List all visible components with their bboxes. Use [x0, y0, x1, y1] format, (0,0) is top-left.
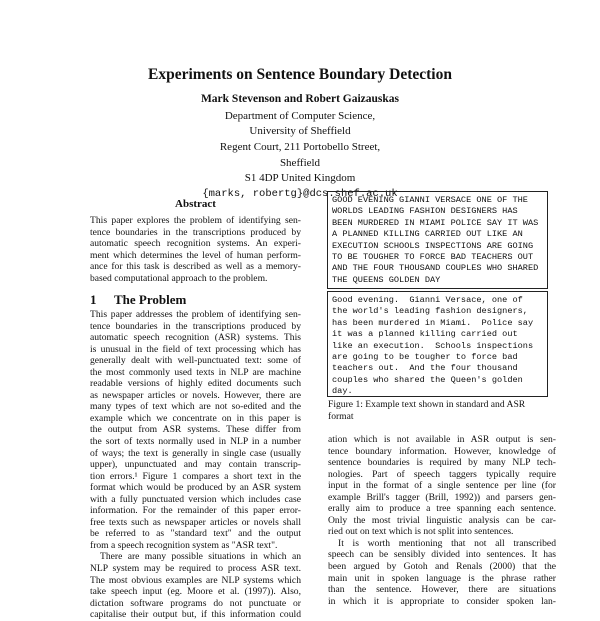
text-line: tion errors.¹ Figure 1 compares a short text in the: [90, 470, 301, 482]
text-line: the most commonly used texts in NLP are machine: [90, 366, 301, 378]
figure-text-line: the world's leading fashion designers,: [332, 306, 528, 317]
figure-text-line: A PLANNED KILLING CARRIED OUT LIKE AN: [332, 229, 523, 240]
text-line: be referred to as "standard text" and the output: [90, 528, 301, 540]
section-heading: [90, 292, 186, 308]
abstract-heading: Abstract: [175, 198, 216, 210]
text-line: in which it is appropriate to consider spoken lan-: [328, 595, 556, 607]
text-line: sentence boundaries is required by many NLP tech-: [328, 457, 556, 469]
text-line: erally aim to produce a tree spanning each sentence.: [328, 503, 556, 515]
figure-text-line: TO BE TOUGHER TO FORCE BAD TEACHERS OUT: [332, 252, 534, 263]
text-line: free texts such as newspaper articles or novels shall: [90, 516, 301, 528]
text-line: ment which determines the level of human perform-: [90, 249, 301, 261]
text-line: example Brill's tagger (Brill, 1992)) and parsers gen-: [328, 491, 556, 503]
text-line: as newspaper articles or novels. However, there are: [90, 389, 301, 401]
figure-text-line: teachers out. And the four thousand: [332, 363, 518, 374]
text-line: from a speech recognition system as "ASR text".: [90, 539, 278, 551]
text-line: tence boundary information. However, knowledge of: [328, 445, 556, 457]
authors: Mark Stevenson and Robert Gaizauskas: [200, 93, 400, 105]
text-line: dictation software programs do not punctuate or: [90, 597, 301, 609]
text-line: It is worth mentioning that not all transcribed: [338, 537, 556, 549]
section-number: 1: [90, 292, 97, 307]
affiliation-line: Sheffield: [279, 157, 321, 169]
text-line: automatic speech recognition systems. An experi-: [90, 238, 301, 250]
text-line: many types of text which are not so-edited and the: [90, 401, 301, 413]
figure-caption: [328, 399, 556, 423]
text-line: generally dealt with well-punctuated text: some of: [90, 355, 301, 367]
text-line: The most obvious examples are NLP systems which: [90, 574, 301, 586]
text-line: ation which is not available in ASR output is sen-: [328, 434, 556, 445]
text-line: with a fully punctuated version which includes case: [90, 493, 301, 505]
text-line: tence boundaries in the transcriptions produced by: [90, 320, 301, 332]
section-body: [90, 309, 301, 621]
text-line: automatic speech recognition (ASR) systems. This: [90, 332, 301, 344]
figure-text-line: has been murdered in Miami. Police say: [332, 317, 534, 328]
text-line: There are many possible situations in which an: [100, 551, 301, 563]
right-column-body: [328, 434, 556, 607]
figure-text-line: GOOD EVENING GIANNI VERSACE ONE OF THE: [332, 195, 528, 205]
figure-text-line: Good evening. Gianni Versace, one of: [332, 295, 523, 305]
text-line: ance for this task is described as well as a memory-: [90, 261, 301, 273]
figure-asr-text-box: [327, 191, 548, 289]
figure-text-line: WORLDS LEADING FASHION DESIGNERS HAS: [332, 206, 518, 217]
figure-text-line: day.: [332, 386, 353, 397]
figure-text-line: like an execution. Schools inspections: [332, 340, 534, 351]
text-line: of ways; the text is generally in single case (usually: [90, 447, 301, 459]
figure-text-line: it was a planned killing carried out: [332, 329, 518, 340]
text-line: upper), unpunctuated and may contain transcrip-: [90, 459, 301, 471]
text-line: This paper addresses the problem of identifying sen-: [90, 309, 301, 320]
affiliation-line: University of Sheffield: [249, 125, 351, 137]
text-line: capitalise their output but, if this information could: [90, 609, 301, 621]
text-line: Only the most trivial linguistic analysis can be car-: [328, 514, 556, 526]
text-line: readable versions of highly edited documents such: [90, 378, 301, 390]
text-line: the sort of texts normally used in NLP in a number: [90, 436, 301, 448]
text-line: example which we concentrate on in this paper is: [90, 412, 301, 424]
figure-text-line: BEEN MURDERED IN MIAMI POLICE SAY IT WAS: [332, 217, 539, 228]
text-line: main unit in spoken language is the phrase rather: [328, 572, 556, 584]
text-line: format which would be produced by an ASR system: [90, 482, 301, 494]
text-line: input in the format of a single sentence per line (for: [328, 480, 556, 492]
figure-text-line: are going to be tougher to force bad: [332, 352, 518, 363]
figure-text-line: AND THE FOUR THOUSAND COUPLES WHO SHARED: [332, 263, 539, 274]
caption-line: format: [328, 411, 354, 422]
figure-standard-text-box: [327, 291, 548, 397]
figure-text-line: EXECUTION SCHOOLS INSPECTIONS ARE GOING: [332, 240, 534, 251]
affiliation-line: Regent Court, 211 Portobello Street,: [219, 141, 381, 153]
section-title: The Problem: [114, 292, 187, 307]
abstract-body: [90, 215, 301, 284]
text-line: the output from ASR systems. These differ from: [90, 424, 301, 436]
affiliation-line: S1 4DP United Kingdom: [244, 172, 356, 184]
text-line: nologies. Part of speech taggers typically require: [328, 468, 556, 480]
paper-title: Experiments on Sentence Boundary Detection: [148, 66, 452, 83]
text-line: information. For the remainder of this paper error-: [90, 505, 301, 517]
text-line: NLP system may be required to process ASR text.: [90, 563, 301, 575]
caption-line: Figure 1: Example text shown in standard and ASR: [328, 399, 526, 410]
email: {marks, robertg}@dcs.shef.ac.uk: [202, 188, 398, 200]
text-line: tence boundaries in the transcriptions produced by: [90, 226, 301, 238]
text-line: This paper explores the problem of identifying sen-: [90, 215, 301, 226]
text-line: speech can be sensibly divided into sentences. It has: [328, 549, 556, 561]
text-line: based computational approach to the problem.: [90, 272, 268, 284]
text-line: take speech input (eg. Moore et al. (1997)). Also,: [90, 586, 301, 598]
text-line: ried out on text which is not split into sentences.: [328, 526, 514, 538]
affiliation-line: Department of Computer Science,: [224, 110, 376, 122]
figure-text-line: couples who shared the Queen's golden: [332, 374, 523, 385]
text-line: than the sentence. However, there are situations: [328, 584, 556, 596]
text-line: been argued by Gotoh and Renals (2000) that the: [328, 561, 556, 573]
text-line: is unusual in the field of text processing which has: [90, 343, 301, 355]
figure-text-line: THE QUEENS GOLDEN DAY: [332, 274, 441, 285]
